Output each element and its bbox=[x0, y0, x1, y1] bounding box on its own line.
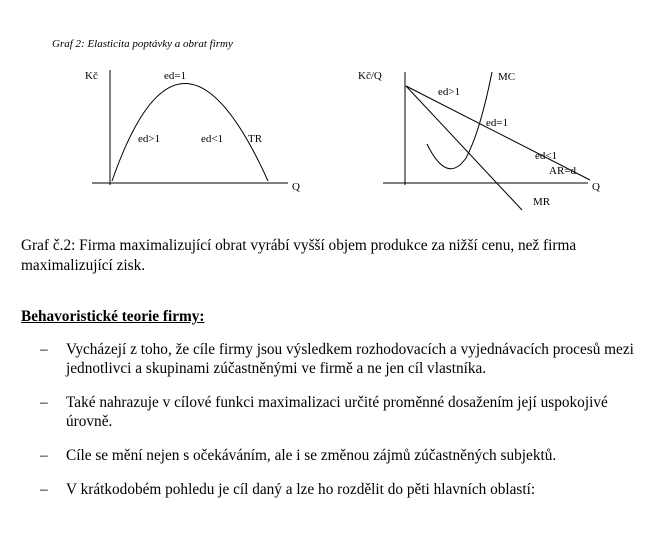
figure-caption: Graf 2: Elasticita poptávky a obrat firmy bbox=[52, 38, 233, 50]
list-item bbox=[21, 446, 641, 465]
right-label-mc: MC bbox=[498, 71, 516, 83]
left-label-tr: TR bbox=[248, 133, 263, 145]
list-item-text: Také nahrazuje v cílové funkci maximalizaci určité proměnné dosažením její uspokojivé úrovně. bbox=[66, 394, 608, 430]
left-x-axis-label: Q bbox=[292, 181, 300, 193]
left-label-ed-gt-1: ed>1 bbox=[138, 133, 161, 145]
left-graph bbox=[85, 70, 300, 193]
bullet-dash: – bbox=[40, 394, 48, 411]
left-y-axis-label: Kč bbox=[85, 70, 98, 82]
right-label-ed-gt-1: ed>1 bbox=[438, 86, 461, 98]
tr-curve bbox=[112, 84, 268, 182]
list-item bbox=[21, 480, 641, 499]
section-heading: Behavoristické teorie firmy: bbox=[21, 308, 205, 325]
right-label-ar-d: AR=d bbox=[549, 165, 576, 177]
left-label-ed-eq-1: ed=1 bbox=[164, 70, 187, 82]
mr-line bbox=[406, 86, 522, 210]
bullet-dash: – bbox=[40, 447, 48, 464]
list-item-text: V krátkodobém pohledu je cíl daný a lze ho rozdělit do pěti hlavních oblastí: bbox=[66, 481, 536, 498]
right-label-mr: MR bbox=[533, 196, 551, 208]
right-y-axis-label: Kč/Q bbox=[358, 70, 382, 82]
figure-explanation-paragraph: Graf č.2: Firma maximalizující obrat vyrábí vyšší objem produkce za nižší cenu, než firma maximalizující zisk. bbox=[21, 237, 577, 274]
bullet-dash: – bbox=[40, 341, 48, 358]
list-item bbox=[21, 393, 641, 431]
bullet-list bbox=[21, 340, 641, 514]
list-item-text: Vycházejí z toho, že cíle firmy jsou výsledkem rozhodovacích a vyjednávacích procesů mezi jednotlivci a skupinami zúčastněnými ve firmě a ne jen cíl vlastníka. bbox=[66, 341, 634, 377]
right-label-ed-lt-1: ed<1 bbox=[535, 150, 558, 162]
economics-figure bbox=[0, 0, 645, 230]
list-item-text: Cíle se mění nejen s očekáváním, ale i se změnou zájmů zúčastněných subjektů. bbox=[66, 447, 557, 464]
bullet-dash: – bbox=[40, 481, 48, 498]
left-label-ed-lt-1: ed<1 bbox=[201, 133, 224, 145]
right-graph bbox=[358, 70, 600, 210]
right-label-ed-eq-1: ed=1 bbox=[486, 117, 509, 129]
list-item bbox=[21, 340, 641, 378]
right-x-axis-label: Q bbox=[592, 181, 600, 193]
